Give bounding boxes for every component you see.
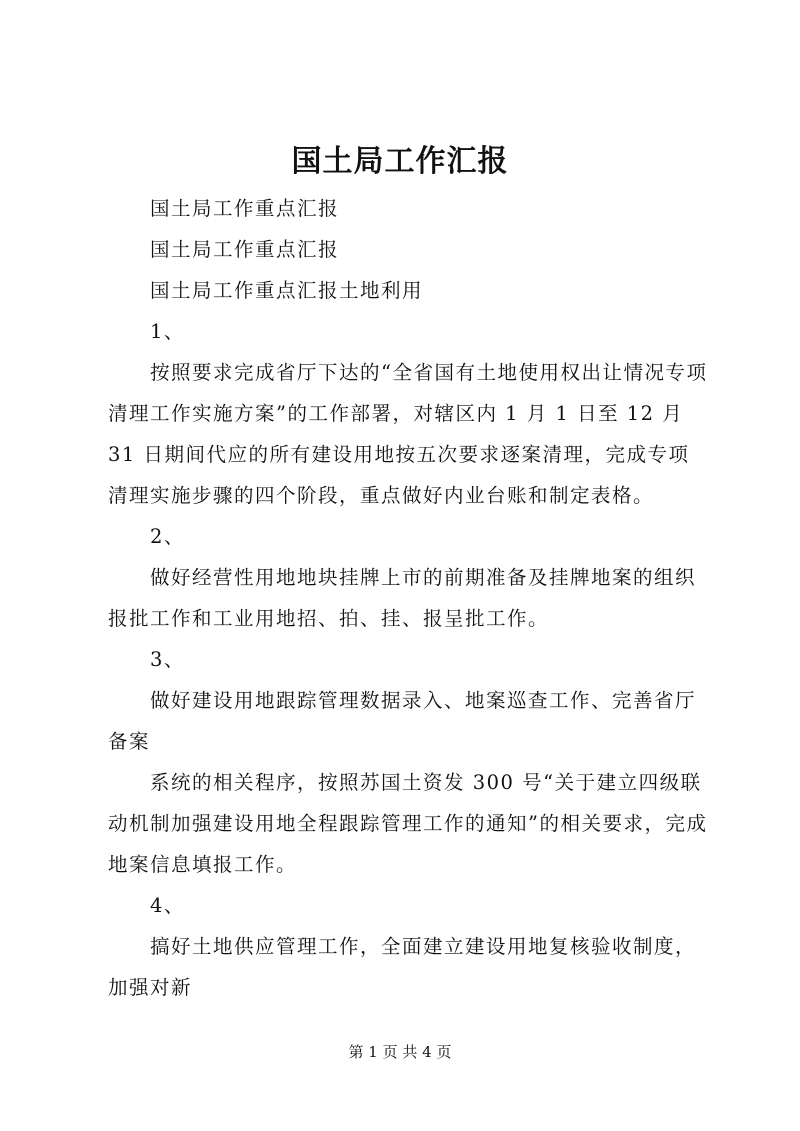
section-number: 4、 (150, 894, 185, 917)
paragraph: 做好经营性用地地块挂牌上市的前期准备及挂牌地案的组织报批工作和工业用地招、拍、挂、报呈批工作。 (108, 566, 697, 630)
document-body (108, 188, 708, 1008)
document-title: 国土局工作汇报 (291, 144, 509, 179)
paragraph: 国土局工作重点汇报 (150, 238, 340, 261)
paragraph: 系统的相关程序，按照苏国土资发 300 号“关于建立四级联动机制加强建设用地全程跟踪管理工作的通知”的相关要求，完成地案信息填报工作。 (108, 771, 708, 876)
section-number: 3、 (150, 648, 185, 671)
paragraph: 按照要求完成省厅下达的“全省国有土地使用权出让情况专项清理工作实施方案”的工作部署，对辖区内 1 月 1 日至 12 月 31 日期间代应的所有建设用地按五次要求逐案清理，完成专项清理实施步骤的四个阶段，重点做好内业台账和制定表格。 (108, 361, 708, 507)
page-footer: 第 1 页 共 4 页 (348, 1043, 452, 1061)
paragraph: 做好建设用地跟踪管理数据录入、地案巡查工作、完善省厅备案 (108, 689, 697, 753)
section-number: 2、 (150, 525, 185, 548)
section-number: 1、 (150, 320, 185, 343)
paragraph: 搞好土地供应管理工作，全面建立建设用地复核验收制度，加强对新 (108, 935, 697, 999)
paragraph: 国土局工作重点汇报土地利用 (150, 279, 424, 302)
paragraph: 国土局工作重点汇报 (150, 197, 340, 220)
